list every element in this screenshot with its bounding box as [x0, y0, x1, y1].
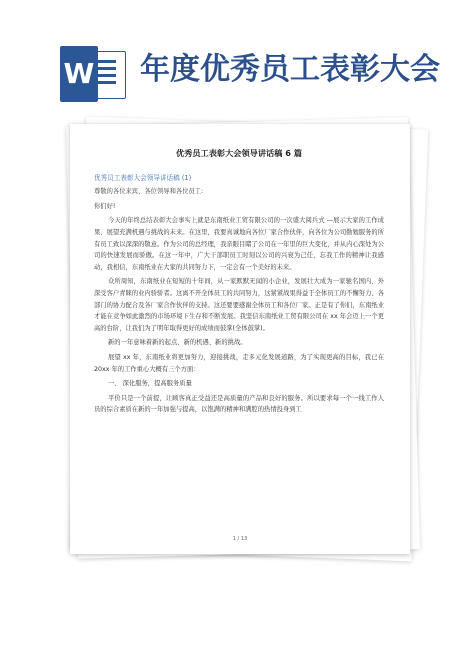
document-body — [94, 148, 384, 419]
salutation: 尊敬的各位来宾、各位领导和各位员工: — [94, 188, 204, 196]
section-heading: 一、 深化服务，提高服务质量 — [108, 380, 192, 388]
document-subtitle: 优秀员工表彰大会领导讲话稿 (1) — [94, 173, 192, 182]
page-number: 1 / 13 — [232, 536, 248, 542]
document-title: 优秀员工表彰大会领导讲话稿 6 篇 — [175, 148, 303, 158]
paragraph: 新的一年意味着新的起点、新的机遇、新的挑战。 — [108, 339, 247, 347]
word-document-icon — [60, 46, 128, 102]
banner-title: 年度优秀员工表彰大会 — [140, 52, 440, 87]
greeting: 你们好! — [94, 202, 116, 210]
paragraph: 平价只是一个前提，让顾客真正受益还是高质量的产品和良好的服务。所以要求每一个一线工作人员的综合素质在新的一年加强与提高，以饱满的精神和满腔的热情投身到工 — [94, 394, 384, 414]
paragraph: 今天的年终总结表彰大会事实上就是东南纸业工贸有限公司的一次盛大阅兵式 —展示大家的工作成果、展望充满机遇与挑战的未来。在这里，我要真诚地向各位厂家合作伙伴，向各位为公司勤勉服务的所有员工致以深深的敬意。作为公司的总经理，我亲眼目睹了公司在一年里的巨大变化，并从内心深处为公司的快速发展而骄傲。在这一年中，广大干部职员工时刻以公司的兴衰为己任，忘我工作的精神让我感动，我相信，东南纸业在大家的共同努力下，一定会有一个美好的未来。 — [94, 217, 384, 271]
paragraph: 展望 xx 年，东南纸业将更加努力，迎接挑战，走多元化发展道路，为了实现更高的目标，我已在 20xx 年的工作重心大概有三个方面： — [94, 353, 384, 373]
word-logo-tile: W — [60, 46, 98, 102]
banner — [0, 0, 474, 115]
paragraph: 众所周知，东南纸业在短短的十年间，从一家默默无闻的小企业，发展壮大成为一家驰名国内、外深受客户青睐的业内骄骄者。这离不开全体员工的共同努力，这紧紧战果得益于全体员工的不懈努力、各部门的协力配合及各厂家合作伙伴的支持。这还要要感谢全体员工和各位厂家。正是有了你们，东南纸业才能在竞争如此激烈的市场环境下生存和不断发展。我坚信东南纸业工贸有限公司在 xx 年会迈上一个更高的台阶，让我们为了明年取得更好的成绩而鼓掌(全体鼓掌)。 — [94, 278, 384, 332]
